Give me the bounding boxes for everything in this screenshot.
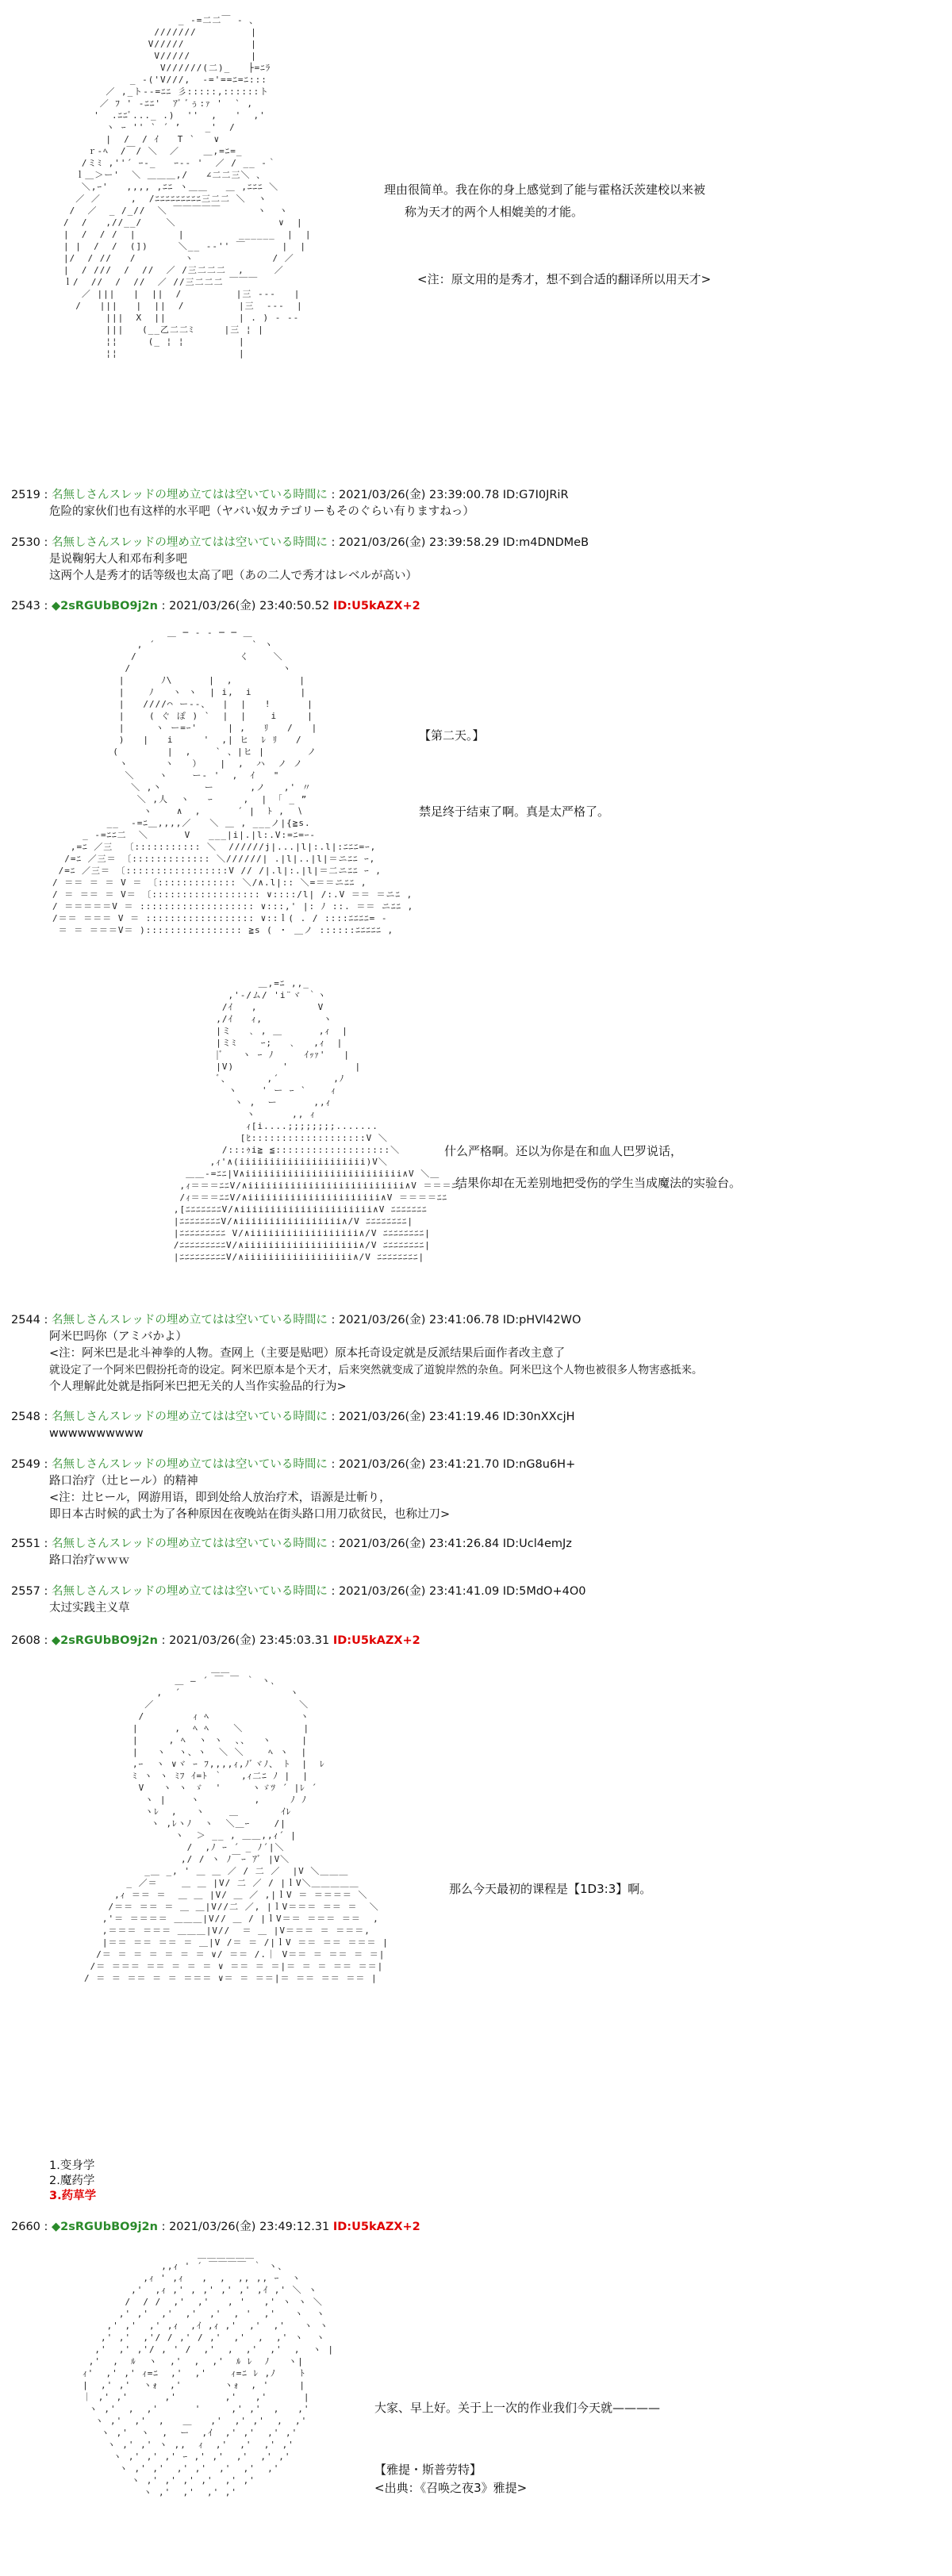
post-header: 2608 : ◆2sRGUbBO9j2n : 2021/03/26(金) 23:45:03.31 ID:U5kAZX+2 (11, 1634, 420, 1647)
choice-item-2: 2.魔药学 (49, 2175, 95, 2187)
narration-line: 那么今天最初的课程是【1D3:3】啊。 (449, 1882, 652, 1896)
post-body-line: <注：辻ヒール，网游用语，即到处给人放治疗术，语源是辻斬り， (49, 1491, 391, 1504)
post-header: 2548 : 名無しさんスレッドの埋め立てはは空いている時間に : 2021/03/26(金) 23:41:19.46 ID:30nXXcjH (11, 1411, 575, 1423)
post-date: 2021/03/26(金) 23:49:12.31 (169, 2221, 330, 2233)
narration-line: 大家、早上好。关于上一次的作业我们今天就———— (374, 2401, 661, 2415)
narration-line: 禁足终于结束了啊。真是太严格了。 (419, 804, 610, 819)
poster-id[interactable]: ID:30nXXcjH (502, 1411, 575, 1423)
poster-id[interactable]: ID:nG8u6H+ (502, 1458, 576, 1471)
post-2548 (11, 1409, 939, 1442)
post-number[interactable]: 2660 (11, 2221, 40, 2233)
poster-name: 名無しさんスレッドの埋め立てはは空いている時間に (52, 1411, 328, 1423)
source-note: <出典：《召唤之夜3》雅提> (374, 2481, 528, 2495)
poster-id[interactable]: ID:pHVl42WO (502, 1314, 582, 1326)
ascii-art-2: ＿ ─ ‐ ‐ ─ ─ ＿ , ´ ` ヽ / く ＼ / ヽ | ﾉ\ | , | | ﾉ ヽ ヽ | i, i | | ////⌒ ー--、 | | ! | | ( ぐ ぽ ) ` | | i | | ヽ ー=ｰ' | , ﾘ / | ) | i ' ,| ヒ ﾚ ﾘ / ( | , ` 、|ヒ | ノ ヽ ヽ ） | , ハ ノ ノ ＼ ヽ ー- ' , ｲ " ＼ ,丶 ー ,ノ ,' 〃 ＼ ,人 ヽ ｰ , | 「 _ ” ヽ ∧ , ´ | ﾄ , ∖ __ -=ﾆ＿,,,,／ ＼ ＿ , ___ノ|{≧s. _ -=ﾆﾆ二 ＼ V ___|i|.|l:.V:=ﾆ=ｰ- ,=ﾆ ／三 〔::::::::::: ＼ //////j|...|l|:.l|:ﾆﾆﾆ=ｰ, /=ﾆ ／三＝ 〔::::::::::::: ＼//////| .|l|..|l|＝ニﾆﾆ ｰ, /=ﾆ ／三＝ 〔:::::::::::::::::V // /|.l|:.|l|＝二ニﾆﾆ ｰ , / ＝＝ ＝ ＝ V ＝ 〔::::::::::::: ＼/∧.l|:: ＼=＝＝ニﾆﾆ , / ＝ ＝＝ ＝ V＝ 〔:::::::::::::::::: ∨::::/l| /:.V ＝＝ ＝ニﾆ , / ＝＝＝＝＝V ＝ ::::::::::::::::::: ∨:::,' |: ﾉ ::. ＝＝ ニﾆﾆ , /＝＝ ＝＝＝ V ＝ :::::::::::::::::: ∨::ｌ( . ∕ ::::ﾆﾆﾆﾆ= - ＝ ＝ ＝＝＝V＝ ):::::::::::::::: ≧s ( ・ ＿ノ ::::::ﾆﾆﾆﾆﾆ , (52, 628, 414, 935)
narration-line: 称为天才的两个人相媲美的才能。 (405, 205, 584, 219)
post-date: 2021/03/26(金) 23:41:06.78 (338, 1314, 500, 1326)
post-2519 (11, 487, 939, 520)
post-2551 (11, 1536, 939, 1569)
post-header: 2660 : ◆2sRGUbBO9j2n : 2021/03/26(金) 23:49:12.31 ID:U5kAZX+2 (11, 2221, 420, 2233)
post-number[interactable]: 2608 (11, 1634, 40, 1647)
post-number[interactable]: 2530 (11, 536, 40, 549)
post-number[interactable]: 2544 (11, 1314, 40, 1326)
choice-list (11, 2158, 939, 2205)
post-number[interactable]: 2549 (11, 1458, 40, 1471)
choice-item-1: 1.变身学 (49, 2159, 95, 2172)
poster-id[interactable]: ID:U5kAZX+2 (332, 1634, 420, 1647)
poster-id[interactable]: ID:G7I0JRiR (502, 489, 569, 501)
post-body-line: 是说鞠躬大人和邓布利多吧 (49, 553, 187, 566)
author-trip: ◆2sRGUbBO9j2n (52, 1634, 158, 1647)
post-header: 2530 : 名無しさんスレッドの埋め立てはは空いている時間に : 2021/03/26(金) 23:39:58.29 ID:m4DNDMeB (11, 536, 589, 549)
translator-note: <注：原文用的是秀才，想不到合适的翻译所以用天才> (417, 272, 712, 286)
post-body-line: 路口治疗ｗｗｗ (49, 1554, 130, 1567)
ascii-art-1: _ -=二二￣ ‐ 、 /////// | V///// | V///// | V//////(二)_ ├=ﾆﾗ _ -('V///, -='==ﾆ=ﾆ::: ／ ,_ト--=ﾆﾆ 彡:::::,::::::ト ／ ﾌ ' -ﾆﾆ' ｱﾞ ﾞぅ:ｧ ' ` , ' .ﾆﾆﾞ..._ .) '' , ' ,' ヽ ｰ '' ` ´ ’ _' / | / / ｲ Τ ` ∨ ｒ‐ﾍ /￣/ ＼ ／ ＿,=ﾆ=_ /ミﾐ ,''´ ｰ-_ ｰ-- ' ／ / __ -｀ ｌ＿＞ー' ＼ ＿＿＿,/ ∠二二三＼ 、 ＼,ｰ' ,,,, ,ﾆﾆ ヽ＿＿ ＿ ,ﾆﾆﾆ ＼ ／ ／ , /ﾆﾆﾆﾆﾆﾆﾆﾆﾆ三二二 ＼ ヽ / ／ _ /_// ＼ ￣￣￣￣￣ ヽ ヽ / / ,//__/ ＼ ∨ | | / / / | | ______ | | | | / / (]) ＼__ -‐'' ￣ | | |/ / // / ヽ / ／ | / /// / // ／ /三二二二 , ／ ｌ/ // / // ／ //三二二二 ￣￣￣ ／ ||| | || / |三 --- | / ||| | || / |三 --- | ||| X || | . ) - -- ||| (__乙二二ﾐ |三 ¦ | ¦¦ (_ ¦ ¦ | ¦¦ | (63, 15, 312, 359)
poster-name: 名無しさんスレッドの埋め立てはは空いている時間に (52, 1538, 328, 1550)
post-2544 (11, 1312, 939, 1395)
post-number[interactable]: 2557 (11, 1585, 40, 1598)
ascii-art-3: ＿,=ﾆ ,,_ ,'-/ム/ 'i¨ヾ ｀ヽ /ｲ , V ,/ｲ ｨ, ヽ |ミ ､ , ＿ ,ｨ | |ミﾐ ｰ; ､ ,ｨ | |ﾞ ヽ ｰ ﾉ ｲｯｧ' | |V) ' | ﾞ、 ,´ ,ﾉ ヽ ' ー ｰ ` ｨ ヽ , ー ,,ｨ ヽ ,, ｨ ｨ[i....;;;;;;;;....... [ﾋ:::::::::::::::::::V ＼ /:::ｩi≧ ≦:::::::::::::::::::＼ ,ｨ'∧(iiiiiiiiiiiiiiiiiiiii)V＼ ＿＿-=ﾆﾆ|V∧iiiiiiiiiiiiiiiiiiiiiiiiii∧V ＼＿ ,ｨ＝＝＝ﾆﾆV/∧iiiiiiiiiiiiiiiiiiiiiiiiii∧V ＝＝＝ﾆ, /ｨ＝＝＝ﾆﾆV/∧iiiiiiiiiiiiiiiiiiiiii∧V ＝＝＝＝ﾆﾆ ,[ﾆﾆﾆﾆﾆﾆﾆV/∧iiiiiiiiiiiiiiiiiiiiii∧V ﾆﾆﾆﾆﾆﾆﾆ |ﾆﾆﾆﾆﾆﾆﾆﾆV/∧iiiiiiiiiiiiiiiii∧/V ﾆﾆﾆﾆﾆﾆﾆﾆ| |ﾆﾆﾆﾆﾆﾆﾆﾆﾆ V/∧iiiiiiiiiiiiiiiiii∧/V ﾆﾆﾆﾆﾆﾆﾆﾆ| /ﾆﾆﾆﾆﾆﾆﾆﾆﾆV/∧iiiiiiiiiiiiiiiiiii∧/V ﾆﾆﾆﾆﾆﾆﾆﾆ| |ﾆﾆﾆﾆﾆﾆﾆﾆﾆV/∧iiiiiiiiiiiiiiiiii∧/V ﾆﾆﾆﾆﾆﾆﾆﾆ| (173, 978, 463, 1262)
post-2549 (11, 1457, 939, 1523)
post-header: 2551 : 名無しさんスレッドの埋め立てはは空いている時間に : 2021/03/26(金) 23:41:26.84 ID:Ucl4emJz (11, 1538, 572, 1550)
post-header: 2543 : ◆2sRGUbBO9j2n : 2021/03/26(金) 23:40:50.52 ID:U5kAZX+2 (11, 600, 420, 612)
poster-name: 名無しさんスレッドの埋め立てはは空いている時間に (52, 1458, 328, 1471)
author-trip: ◆2sRGUbBO9j2n (52, 600, 158, 612)
post-body-line: 路口治疗（辻ヒール）的精神 (49, 1475, 198, 1488)
narration-line: 【第二天。】 (419, 728, 485, 743)
poster-id[interactable]: ID:Ucl4emJz (502, 1538, 572, 1550)
poster-name: 名無しさんスレッドの埋め立てはは空いている時間に (52, 1314, 328, 1326)
narration-line: 结果你却在无差别地把受伤的学生当成魔法的实验台。 (455, 1176, 742, 1190)
poster-name: 名無しさんスレッドの埋め立てはは空いている時間に (52, 489, 328, 501)
narration-line: 理由很简单。我在你的身上感觉到了能与霍格沃茨建校以来被 (384, 182, 706, 197)
post-number[interactable]: 2543 (11, 600, 40, 612)
post-body-line: 个人理解此处就是指阿米巴把无关的人当作实验品的行为> (49, 1380, 347, 1393)
author-trip: ◆2sRGUbBO9j2n (52, 2221, 158, 2233)
post-body-line: 危险的家伙们也有这样的水平吧（ヤバい奴カテゴリーもそのぐらい有りますねっ） (49, 505, 474, 518)
narration-line: 什么严格啊。还以为你是在和血人巴罗说话， (444, 1144, 683, 1158)
poster-name: 名無しさんスレッドの埋め立てはは空いている時間に (52, 536, 328, 549)
poster-id[interactable]: ID:m4DNDMeB (502, 536, 589, 549)
post-2608 (11, 1633, 939, 1649)
post-date: 2021/03/26(金) 23:39:58.29 (338, 536, 500, 549)
post-date: 2021/03/26(金) 23:45:03.31 (169, 1634, 330, 1647)
poster-id[interactable]: ID:U5kAZX+2 (332, 2221, 420, 2233)
post-header: 2519 : 名無しさんスレッドの埋め立てはは空いている時間に : 2021/03/26(金) 23:39:00.78 ID:G7I0JRiR (11, 489, 569, 501)
post-header: 2549 : 名無しさんスレッドの埋め立てはは空いている時間に : 2021/03/26(金) 23:41:21.70 ID:nG8u6H+ (11, 1458, 576, 1471)
post-2660 (11, 2219, 939, 2236)
post-2557 (11, 1584, 939, 1617)
post-2530 (11, 535, 939, 585)
post-number[interactable]: 2551 (11, 1538, 40, 1550)
post-body-line: wwwwwwwwww (49, 1427, 144, 1440)
post-number[interactable]: 2548 (11, 1411, 40, 1423)
post-number[interactable]: 2519 (11, 489, 40, 501)
post-header: 2544 : 名無しさんスレッドの埋め立てはは空いている時間に : 2021/03/26(金) 23:41:06.78 ID:pHVl42WO (11, 1314, 582, 1326)
post-2543 (11, 598, 939, 615)
poster-id[interactable]: ID:U5kAZX+2 (332, 600, 420, 612)
poster-id[interactable]: ID:5MdO+4O0 (502, 1585, 586, 1598)
post-date: 2021/03/26(金) 23:41:19.46 (338, 1411, 500, 1423)
post-header: 2557 : 名無しさんスレッドの埋め立てはは空いている時間に : 2021/03/26(金) 23:41:41.09 ID:5MdO+4O0 (11, 1585, 586, 1598)
poster-name: 名無しさんスレッドの埋め立てはは空いている時間に (52, 1585, 328, 1598)
post-body-line: 太过实践主义草 (49, 1602, 130, 1614)
post-date: 2021/03/26(金) 23:41:41.09 (338, 1585, 500, 1598)
post-body-line: <注：阿米巴是北斗神拳的人物。查网上（主要是贴吧）原本托奇设定就是反派结果后面作者改主意了 (49, 1347, 566, 1360)
post-date: 2021/03/26(金) 23:41:21.70 (338, 1458, 500, 1471)
post-body-line: 阿米巴吗你（アミバかよ） (49, 1330, 187, 1343)
ascii-art-4: ＿＿ ＿ ― ´ ￣ ￣ ｀ ヽ､ , ´ ヽ ／ ＼ / ｨ ﾍ ヽ | , ﾍ ﾍ ＼ | | , ﾍ ヽ ヽ 、、 ヽ | | ヽ ヽ、ヽ ＼ ＼ ﾍ ヽ | ,ｰ ヽ ∨ヾ ｰ ﾌ,,,,ｨ,ﾉﾞヾﾉ、 ﾄ | ﾚ ﾐ ヽ ヽ ﾐﾌ ｲ=ﾄ ｀ ,ｨ二ﾆ ﾉ | | V ヽ ヽ ゞ ' ヽゞﾂ ´ |ﾚ ´ ヽ | ヽ , ﾉ ﾉ ヽﾚ , ヽ ＿ ｲﾚ ヽ ,ﾚヽﾉ ヽ ＼＿ｰ /| ヽ ＞ __ , ＿＿,,ｨ´ | / ,ﾉ ｰ ´ _ ﾉ´|＼ ,/ / ヽ ﾉ￣ｰ ｱﾞ |V＼ _＿ _, ' ＿ ＿ ／ / 二 ／ |V ＼＿＿＿ _ ／＝ ＿ ＿ |V/ 二 ／ / |ｌV＼＿＿＿＿＿ ,ｨ ＝＝ ＝ ＿ ＿ |V/ ＿ ／ ,|ｌV ＝ ＝＝＝＝ ＼ /＝＝ ＝＝ ＝ ＿ ＿|V//二 ／, |ｌV＝＝＝ ＝＝ ＝ ＼ ,'＝ ＝＝＝＝ ＿＿＿|V// ＿ / |ｌV＝＝ ＝＝＝ ＝＝ , ,＝＝＝ ＝＝＝ ＿＿＿|V// ＝ ＿ |V＝＝＝ ＝ ＝＝＝, |＝＝ ＝＝ ＝＝ ＝ ＿|V /＝ ＝ /|ｌV ＝＝ ＝＝ ＝＝＝ | /＝ ＝ ＝ ＝ ＝ ＝ ＝ ∨/ ＝＝ /.｜ V＝＝ ＝ ＝＝ ＝ ＝| /＝ ＝＝＝ ＝＝ ＝ ＝ ＝ ∨ ＝＝ ＝ ＝|＝ ＝ ＝ ＝＝ ＝＝| / ＝ ＝ ＝＝ ＝ ＝ ＝＝＝ ∨＝ ＝ ＝＝|＝ ＝＝ ＝＝ ＝＝ | (84, 1664, 389, 1983)
post-body-line: 就设定了一个阿米巴假扮托奇的设定。阿米巴原本是个天才，后来突然就变成了道貌岸然的杂鱼。阿米巴这个人物也被很多人物害惑抵来。 (49, 1364, 703, 1376)
ascii-art-5: ＿＿＿＿＿＿ ,,ｨ ' ´ ￣￣￣￣ ｀ ヽ、 ,ｨ ' ,ｨ , , ,, ,, ｰ ヽ ,' ,ｨ ,' , ,' ,' ,' ,ｲ ,' ＼ ヽ / / / ,' ,' , ' ,' ヽ ヽ ＼ ,' ,' ,' ,' ,' , ' ,' ヽ ヽ ,' ,' ,' ,ｨ ,ｲ ,ｨ ,' ,' ,' ヽ ヽ ,' ,' ,'/ / ,' / ,' ,' , ,' ヽ ヽ ,' ,' ,'/ , ' / ,' , ,' ,' , ヽ | ,' , ﾙ ヽ ,' , ,' ﾙ ﾚ ﾉ ヽ| ｨ' ,' ,' ｨ=ﾆ ,' ,' ｨ=ﾆ ﾚ ,ﾉ ﾄ | ,' ,' ヽｫ ,' ヽｫ , ' | ｜ ,' ,' ,' ,' ,' | ヽ ,' , ,' ' ,' ,' , ,' ヽ ,' ,' , ＿ ,' ,' ,' , ,' ヽ ,' ヽ , ー ,ｲ ,' ,' ,' ,' ヽ ,' ,' ヽ ,, ｨ ,' ,' ,' ,' ヽ ,' ,' ,' ｰ ,' ,' ,' ,' ,' ヽ ,' ,' ,' ,' ,' ,' ,' ヽ ,' ,' ,' ,' ,' ,' ヽ ,' ,' ,' ,' (83, 2249, 335, 2497)
post-date: 2021/03/26(金) 23:39:00.78 (338, 489, 500, 501)
post-date: 2021/03/26(金) 23:40:50.52 (169, 600, 330, 612)
post-body-line: 即日本古时候的武士为了各种原因在夜晚站在街头路口用刀砍贫民，也称辻刀> (49, 1508, 451, 1521)
choice-item-3-selected: 3.药草学 (49, 2190, 97, 2202)
post-body-line: 这两个人是秀才的话等级也太高了吧（あの二人で秀才はレベルが高い） (49, 570, 417, 582)
post-date: 2021/03/26(金) 23:41:26.84 (338, 1538, 500, 1550)
character-name: 【雅提・斯普劳特】 (374, 2463, 482, 2477)
